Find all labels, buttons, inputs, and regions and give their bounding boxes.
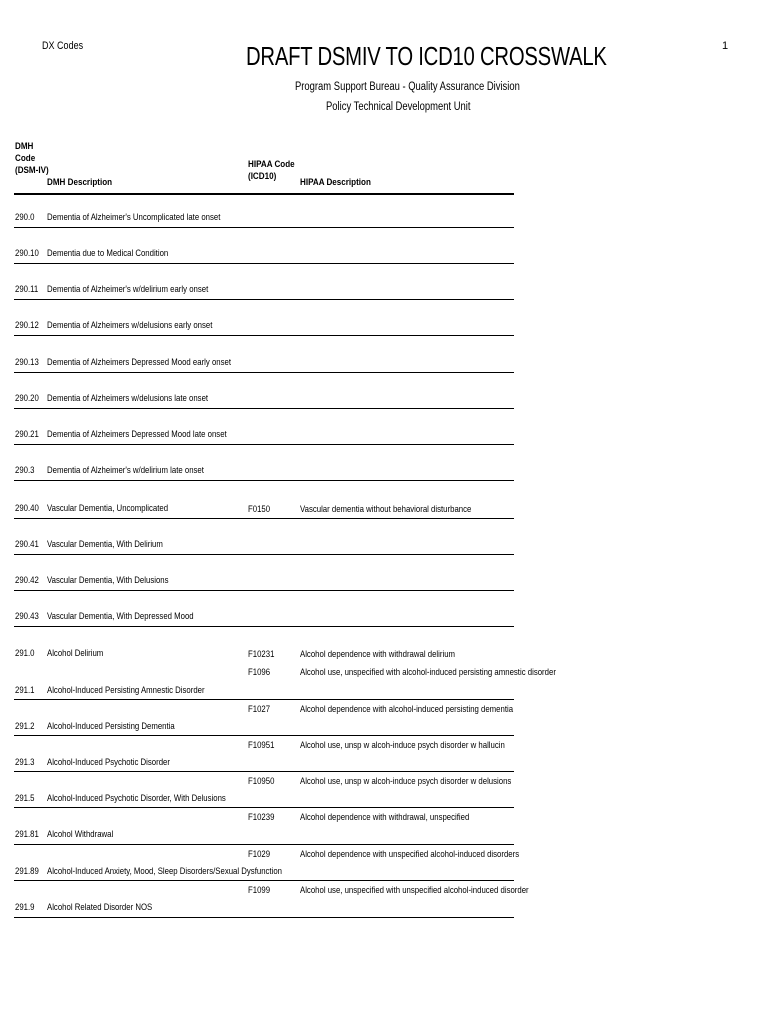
row-divider xyxy=(14,735,514,736)
dmh-code: 291.81 xyxy=(15,829,39,840)
row-divider xyxy=(14,372,514,373)
row-divider xyxy=(14,880,514,881)
hipaa-code: F1029 xyxy=(248,849,271,860)
hipaa-description: Alcohol use, unsp w alcoh-induce psych disorder w hallucin xyxy=(300,740,505,751)
hipaa-code: F0150 xyxy=(248,504,271,515)
subtitle-bureau: Program Support Bureau - Quality Assurance Division xyxy=(295,81,520,93)
dmh-code: 290.11 xyxy=(15,284,39,295)
hipaa-description: Vascular dementia without behavioral disturbance xyxy=(300,504,472,515)
column-header-hipaa-line1: HIPAA Code xyxy=(248,159,295,170)
report-name: DX Codes xyxy=(42,40,84,52)
dmh-description: Alcohol Delirium xyxy=(47,648,104,659)
row-divider xyxy=(14,299,514,300)
dmh-description: Alcohol-Induced Persisting Amnestic Disorder xyxy=(47,685,205,696)
dmh-description: Dementia of Alzheimers w/delusions late onset xyxy=(47,393,209,404)
dmh-code: 290.43 xyxy=(15,611,39,622)
hipaa-description: Alcohol use, unsp w alcoh-induce psych disorder w delusions xyxy=(300,776,512,787)
dmh-description: Dementia of Alzheimer's Uncomplicated late onset xyxy=(47,212,221,223)
row-divider xyxy=(14,480,514,481)
hipaa-description: Alcohol use, unspecified with unspecified alcohol-induced disorder xyxy=(300,885,529,896)
dmh-description: Alcohol-Induced Anxiety, Mood, Sleep Disorders/Sexual Dysfunction xyxy=(47,866,282,877)
dmh-description: Vascular Dementia, With Depressed Mood xyxy=(47,611,194,622)
dmh-code: 290.21 xyxy=(15,429,39,440)
row-divider xyxy=(14,699,514,700)
row-divider xyxy=(14,917,514,918)
dmh-description: Alcohol-Induced Psychotic Disorder, With Delusions xyxy=(47,793,226,804)
dmh-code: 290.20 xyxy=(15,393,39,404)
row-divider xyxy=(14,335,514,336)
dmh-code: 290.10 xyxy=(15,248,39,259)
dmh-description: Alcohol-Induced Psychotic Disorder xyxy=(47,757,170,768)
dmh-code: 290.0 xyxy=(15,212,35,223)
column-header-dmh-line3: (DSM-IV) xyxy=(15,165,49,176)
dmh-code: 290.40 xyxy=(15,503,39,514)
dmh-code: 291.9 xyxy=(15,902,35,913)
page-number: 1 xyxy=(722,40,729,52)
dmh-description: Vascular Dementia, Uncomplicated xyxy=(47,503,169,514)
row-divider xyxy=(14,626,514,627)
column-header-dmh-line2: Code xyxy=(15,153,36,164)
row-divider xyxy=(14,263,514,264)
dmh-description: Vascular Dementia, With Delirium xyxy=(47,539,163,550)
hipaa-description: Alcohol dependence with unspecified alcohol-induced disorders xyxy=(300,849,520,860)
dmh-description: Alcohol Withdrawal xyxy=(47,829,114,840)
row-divider xyxy=(14,408,514,409)
subtitle-unit: Policy Technical Development Unit xyxy=(326,101,471,113)
dmh-description: Dementia due to Medical Condition xyxy=(47,248,169,259)
hipaa-code: F1096 xyxy=(248,667,271,678)
row-divider xyxy=(14,444,514,445)
dmh-description: Dementia of Alzheimers Depressed Mood early onset xyxy=(47,357,232,368)
hipaa-code: F10950 xyxy=(248,776,275,787)
hipaa-code: F1027 xyxy=(248,704,271,715)
hipaa-description: Alcohol dependence with withdrawal delirium xyxy=(300,649,456,660)
dmh-code: 291.2 xyxy=(15,721,35,732)
dmh-description: Dementia of Alzheimer's w/delirium late onset xyxy=(47,465,204,476)
dmh-code: 290.13 xyxy=(15,357,39,368)
dmh-description: Vascular Dementia, With Delusions xyxy=(47,575,169,586)
row-divider xyxy=(14,807,514,808)
column-header-dmh-description: DMH Description xyxy=(47,177,113,188)
row-divider xyxy=(14,844,514,845)
column-header-hipaa-description: HIPAA Description xyxy=(300,177,371,188)
dmh-code: 291.3 xyxy=(15,757,35,768)
dmh-code: 291.0 xyxy=(15,648,35,659)
dmh-description: Dementia of Alzheimer's w/delirium early onset xyxy=(47,284,209,295)
dmh-code: 291.1 xyxy=(15,685,35,696)
dmh-code: 291.5 xyxy=(15,793,35,804)
hipaa-description: Alcohol use, unspecified with alcohol-induced persisting amnestic disorder xyxy=(300,667,556,678)
column-header-dmh-line1: DMH xyxy=(15,141,34,152)
hipaa-code: F10231 xyxy=(248,649,275,660)
column-header-hipaa-line2: (ICD10) xyxy=(248,171,277,182)
row-divider xyxy=(14,518,514,519)
dmh-description: Dementia of Alzheimers Depressed Mood late onset xyxy=(47,429,227,440)
dmh-code: 290.41 xyxy=(15,539,39,550)
hipaa-code: F10239 xyxy=(248,812,275,823)
hipaa-description: Alcohol dependence with withdrawal, unspecified xyxy=(300,812,470,823)
dmh-description: Dementia of Alzheimers w/delusions early onset xyxy=(47,320,213,331)
dmh-code: 290.12 xyxy=(15,320,39,331)
row-divider xyxy=(14,590,514,591)
row-divider xyxy=(14,554,514,555)
hipaa-description: Alcohol dependence with alcohol-induced persisting dementia xyxy=(300,704,514,715)
column-header-dmh-code xyxy=(15,141,49,177)
dmh-description: Alcohol Related Disorder NOS xyxy=(47,902,153,913)
row-divider xyxy=(14,771,514,772)
dmh-code: 291.89 xyxy=(15,866,39,877)
page-title: DRAFT DSMIV TO ICD10 CROSSWALK xyxy=(246,41,607,71)
row-divider xyxy=(14,227,514,228)
header-divider xyxy=(14,193,514,195)
hipaa-code: F10951 xyxy=(248,740,275,751)
hipaa-code: F1099 xyxy=(248,885,271,896)
column-header-hipaa-code xyxy=(248,159,295,183)
dmh-code: 290.3 xyxy=(15,465,35,476)
dmh-code: 290.42 xyxy=(15,575,39,586)
dmh-description: Alcohol-Induced Persisting Dementia xyxy=(47,721,175,732)
